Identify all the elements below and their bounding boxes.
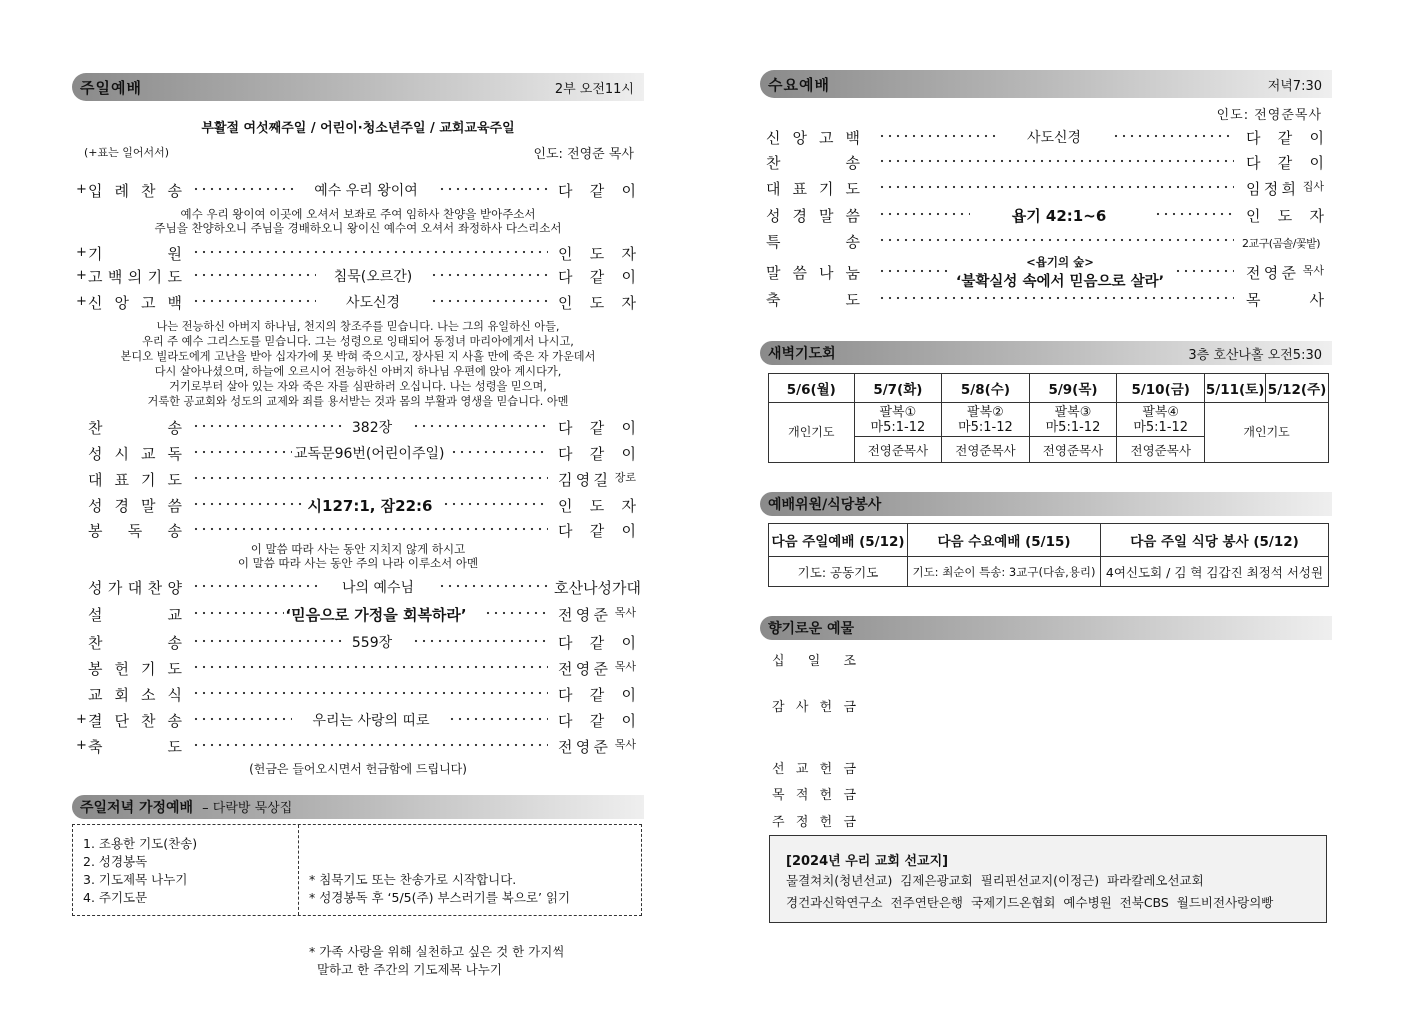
order-label: 대 표 기 도 — [766, 180, 860, 198]
order-choir — [72, 577, 644, 601]
order-label: 고 백 의 기 도 — [88, 268, 182, 286]
order-person: 전 영 준 목사 — [558, 738, 636, 756]
order-person: 임 정 희 집사 — [1246, 180, 1324, 198]
evening-worship-box — [72, 824, 642, 977]
session-leader: 전영준목사 — [1029, 437, 1117, 463]
servers-table — [768, 523, 1329, 587]
offerings-title: 향기로운 예물 — [768, 621, 855, 637]
offering-note: (헌금은 들어오시면서 헌금함에 드립니다) — [249, 762, 467, 776]
servers-title: 예배위원/식당봉사 — [768, 497, 882, 513]
order-label: 성 가 대 찬 양 — [88, 579, 182, 597]
dawn-prayer-title: 새벽기도회 — [768, 346, 836, 362]
personal-prayer-cell: 개인기도 — [769, 403, 855, 463]
order-label: 봉 독 송 — [88, 522, 182, 540]
order-label: 신 앙 고 백 — [88, 294, 182, 312]
order-label: 성 시 교 독 — [88, 445, 182, 463]
order-label: 찬 송 — [766, 154, 860, 172]
order-doxology — [72, 520, 644, 544]
order-invocation: + 기 원 인 도 자 — [76, 245, 636, 263]
sunday-worship-time: 2부 오전11시 — [554, 81, 634, 97]
order-content: 교독문96번(어린이주일) — [294, 446, 445, 462]
order-label: 성 경 말 씀 — [766, 207, 860, 225]
day-header: 5/9(목) — [1029, 374, 1117, 403]
doxology-lyrics: 이 말씀 따라 사는 동안 지치지 않게 하시고 이 말씀 따라 사는 동안 주의 나라 이루소서 아멘 — [237, 542, 479, 570]
evening-notes: * 침묵기도 또는 찬송가로 시작합니다. * 성경봉독 후 ‘5/5(주) 부스러기를 복으로’ 읽기 * 가족 사랑을 위해 실천하고 싶은 것 한 가지씩 말하고 한 주간의 기도제목 나누기 — [309, 872, 571, 977]
order-person: 2교구(곰솔/꽃밭) — [1242, 237, 1321, 250]
order-label: 봉 헌 기 도 — [88, 660, 182, 678]
day-header: 5/11(토) — [1205, 374, 1266, 403]
order-person: 다 같 이 — [1246, 129, 1324, 147]
wed-order-hymn — [760, 152, 1332, 176]
servers-header-cell: 다음 주일 식당 봉사 (5/12) — [1101, 524, 1329, 557]
order-benediction: + 축 도 전 영 준 목사 — [76, 738, 636, 756]
offerings-header — [760, 616, 1332, 640]
day-header: 5/12(주) — [1266, 374, 1329, 403]
sunday-worship-title: 주일예배 — [80, 78, 142, 97]
order-person: 인 도 자 — [558, 245, 636, 263]
evening-worship-title: 주일저녁 가정예배 — [80, 800, 194, 816]
order-person: 다 같 이 — [1246, 154, 1324, 172]
order-label: 찬 송 — [88, 634, 182, 652]
session-cell: 팔복① 마5:1-12 — [854, 403, 942, 437]
evening-steps: 1. 조용한 기도(찬송) 2. 성경봉독 3. 기도제목 나누기 4. 주기도문 — [73, 825, 299, 915]
order-processional: + 입 례 찬 송 예수 우리 왕이여 다 같 이 — [76, 182, 636, 200]
day-header: 5/10(금) — [1117, 374, 1205, 403]
dawn-prayer-place: 3층 호산나홀 오전5:30 — [1188, 347, 1322, 363]
wed-order-creed — [760, 127, 1332, 151]
order-label: 교 회 소 식 — [88, 686, 182, 704]
session-leader: 전영준목사 — [854, 437, 942, 463]
order-person: 다 같 이 — [558, 182, 636, 200]
order-content: 559장 — [351, 635, 393, 651]
order-content: 382장 — [351, 420, 393, 436]
order-label: 결 단 찬 송 — [88, 712, 182, 730]
order-label: 설 교 — [88, 606, 182, 624]
order-content: 나의 예수님 — [341, 580, 415, 596]
sunday-worship-header — [72, 73, 644, 101]
order-person: 다 같 이 — [558, 634, 636, 652]
offering-weekly: 주 정 헌 금 — [772, 815, 856, 830]
wednesday-worship-time: 저녁7:30 — [1267, 78, 1322, 94]
dawn-prayer-table — [768, 373, 1329, 463]
order-content: 사도신경 — [1026, 130, 1082, 146]
order-person: 다 같 이 — [558, 268, 636, 286]
order-responsive-reading — [72, 443, 644, 467]
processional-lyrics: 예수 우리 왕이여 이곳에 오셔서 보좌로 주여 임하사 찬양을 받아주소서 주님을 찬양하오니 주님을 경배하오니 왕이신 예수여 오셔서 좌정하사 다스리소서 — [154, 207, 562, 235]
order-content: 침묵(오르간) — [333, 269, 413, 285]
order-label: 말 씀 나 눔 — [766, 264, 860, 282]
order-offering-prayer — [72, 658, 644, 682]
session-leader: 전영준목사 — [1117, 437, 1205, 463]
order-label: 신 앙 고 백 — [766, 129, 860, 147]
order-hymn-1 — [72, 417, 644, 441]
order-label: 특 송 — [766, 233, 860, 251]
session-leader: 전영준목사 — [942, 437, 1030, 463]
order-sermon — [72, 604, 644, 628]
order-creed: + 신 앙 고 백 사도신경 인 도 자 — [76, 294, 636, 312]
order-person: 인 도 자 — [1246, 207, 1324, 225]
order-label: 찬 송 — [88, 419, 182, 437]
offering-thanks: 감 사 헌 금 — [772, 700, 856, 715]
order-scripture — [72, 495, 644, 519]
order-person: 전 영 준 목사 — [558, 606, 636, 624]
order-person: 전 영 준 목사 — [1246, 264, 1324, 282]
order-label: 축 도 — [766, 291, 860, 309]
order-label: 성 경 말 씀 — [88, 497, 182, 515]
offering-purpose: 목 적 헌 금 — [772, 788, 856, 803]
servers-value-cell: 기도: 공동기도 — [769, 557, 908, 587]
order-person: 목 사 — [1246, 291, 1324, 309]
wednesday-worship-header — [760, 70, 1332, 98]
order-content: ‘믿음으로 가정을 회복하라’ — [285, 606, 467, 624]
order-person: 호산나성가대 — [554, 579, 641, 597]
wed-order-special — [760, 231, 1332, 255]
order-label: 축 도 — [88, 738, 182, 756]
order-content: 욥기 42:1~6 — [1011, 207, 1107, 225]
sunday-leader: 인도: 전영준 목사 — [533, 147, 634, 162]
sunday-subtitle: 부활절 여섯째주일 / 어린이·청소년주일 / 교회교육주일 — [201, 121, 515, 136]
order-closing-hymn: + 결 단 찬 송 우리는 사랑의 띠로 다 같 이 — [76, 712, 636, 730]
servers-header-cell: 다음 수요예배 (5/15) — [908, 524, 1101, 557]
wednesday-leader: 인도: 전영준목사 — [1216, 108, 1322, 123]
servers-header — [760, 492, 1332, 516]
missions-line-1: 물결쳐치(청년선교) 김제은광교회 필리핀선교지(이정근) 파라칼레오선교회 — [786, 873, 1204, 888]
dawn-prayer-header — [760, 341, 1332, 365]
servers-value-cell: 기도: 최순이 특송: 3교구(다솜,용리) — [908, 557, 1101, 587]
order-confession: + 고 백 의 기 도 침묵(오르간) 다 같 이 — [76, 268, 636, 286]
order-person: 인 도 자 — [558, 294, 636, 312]
servers-header-cell: 다음 주일예배 (5/12) — [769, 524, 908, 557]
order-label: 입 례 찬 송 — [88, 182, 182, 200]
missions-title: [2024년 우리 교회 선교지] — [786, 854, 949, 869]
day-header: 5/6(월) — [769, 374, 855, 403]
wed-order-benediction — [760, 289, 1332, 313]
order-label: 대 표 기 도 — [88, 471, 182, 489]
session-cell: 팔복④ 마5:1-12 — [1117, 403, 1205, 437]
evening-worship-header — [72, 795, 644, 819]
order-person: 김 영 길 장로 — [558, 471, 636, 489]
session-cell: 팔복② 마5:1-12 — [942, 403, 1030, 437]
order-person: 인 도 자 — [558, 497, 636, 515]
order-person: 다 같 이 — [558, 686, 636, 704]
order-person: 다 같 이 — [558, 445, 636, 463]
wed-order-scripture — [760, 205, 1332, 229]
order-person: 다 같 이 — [558, 419, 636, 437]
order-church-news — [72, 684, 644, 708]
order-person: 전 영 준 목사 — [558, 660, 636, 678]
missions-line-2: 경건과신학연구소 전주연탄은행 국제기드온협회 예수병원 전북CBS 월드비전사랑의빵 — [786, 895, 1274, 910]
order-content: 시127:1, 잠22:6 — [307, 497, 433, 515]
order-person: 다 같 이 — [558, 522, 636, 540]
order-hymn-2 — [72, 632, 644, 656]
missions-box — [769, 835, 1327, 923]
standing-note: (+표는 일어서서) — [84, 146, 170, 159]
session-cell: 팔복③ 마5:1-12 — [1029, 403, 1117, 437]
day-header: 5/7(화) — [854, 374, 942, 403]
creed-text: 나는 전능하신 아버지 하나님, 천지의 창조주를 믿습니다. 나는 그의 유일하신 아들, 우리 주 예수 그리스도를 믿습니다. 그는 성령으로 잉태되어 동정녀 마리아에게서 나시고, 본디오 빌라도에게 고난을 받아 십자가에 못 박혀 죽으시고, 장사된 지 사흘 만에 죽은 자 가운데서 다시 살아나셨으며, 하늘에 오르시어 전능하신 아버지 하나님 우편에 앉아 계시다가, 거기로부터 살아 있는 자와 죽은 자를 심판하러 오십니다. 나는 성령을 믿으며, 거룩한 공교회와 성도의 교제와 죄를 용서받는 것과 몸의 부활과 영생을 믿습니다. 아멘 — [120, 320, 596, 408]
order-label: 기 원 — [88, 245, 182, 263]
sermon-series: <욥기의 숲> — [1026, 255, 1094, 269]
wed-order-prayer — [760, 178, 1332, 202]
order-content: 우리는 사랑의 띠로 — [312, 713, 430, 729]
evening-worship-subtitle: – 다락방 묵상집 — [202, 801, 293, 816]
order-content: 예수 우리 왕이여 — [314, 183, 418, 199]
offering-mission: 선 교 헌 금 — [772, 762, 856, 777]
order-content: 사도신경 — [345, 295, 401, 311]
order-content: ‘불확실성 속에서 믿음으로 살라’ — [955, 274, 1165, 290]
wednesday-worship-title: 수요예배 — [768, 75, 830, 94]
order-prayer — [72, 469, 644, 493]
offering-tithe: 십 일 조 — [772, 654, 856, 669]
order-person: 다 같 이 — [558, 712, 636, 730]
day-header: 5/8(수) — [942, 374, 1030, 403]
servers-value-cell: 4여신도회 / 김 혁 김갑진 최정석 서성원 — [1101, 557, 1329, 587]
personal-prayer-cell: 개인기도 — [1205, 403, 1329, 463]
wed-order-sermon — [760, 255, 1332, 290]
